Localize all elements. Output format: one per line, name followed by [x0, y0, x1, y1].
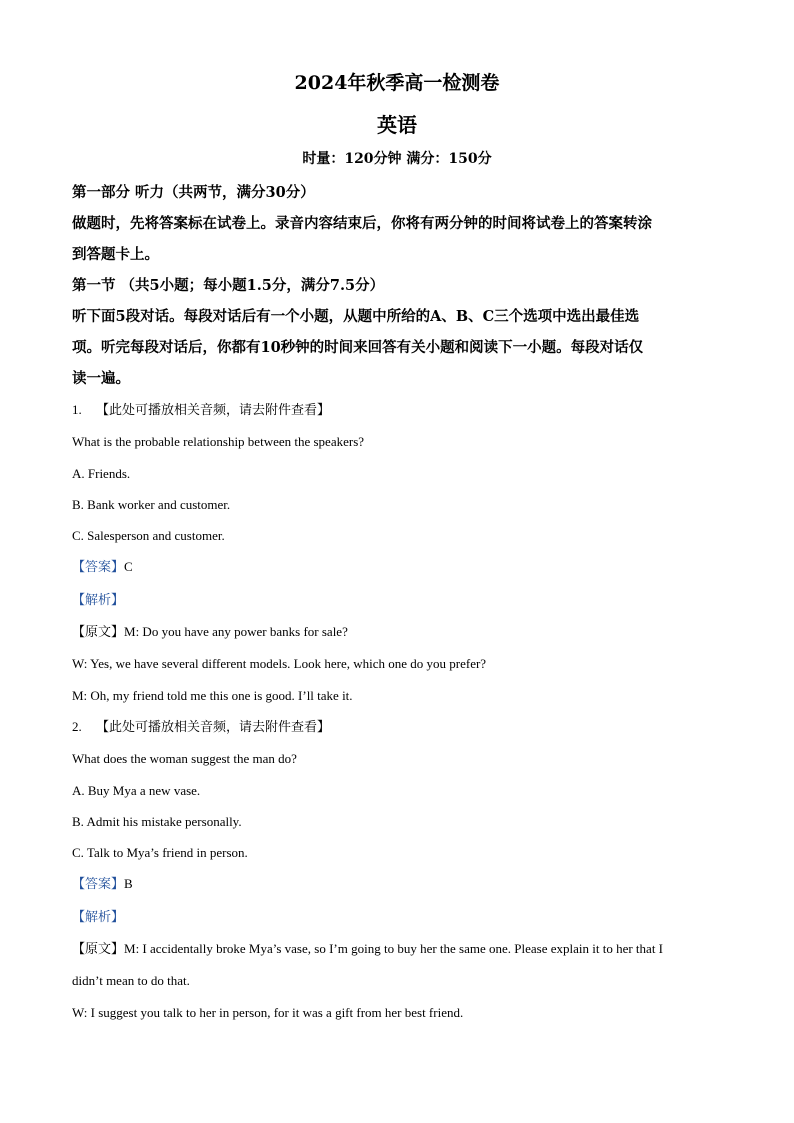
answer-tag: 【答案】 [72, 877, 125, 893]
question-1-transcript-line1 [72, 616, 722, 648]
section1-instruction-line1: 听下面5段对话。每段对话后有一个小题，从题中所给的A、B、C三个选项中选出最佳选 [72, 308, 640, 325]
question-1-header [72, 394, 722, 426]
section1-instruction-line2: 项。听完每段对话后，你都有10秒钟的时间来回答有关小题和阅读下一小题。每段对话仅 [72, 339, 644, 356]
question-number: 2. [72, 718, 82, 734]
exam-time-info: 时量：120分钟 满分：150分 [302, 151, 492, 167]
section1-heading: 第一节 （共5小题；每小题1.5分，满分7.5分） [72, 277, 385, 294]
exam-title: 2024年秋季高一检测卷 [294, 72, 500, 94]
question-2-transcript-line1 [72, 933, 722, 965]
transcript-tag: 【原文】 [72, 625, 125, 641]
analysis-tag: 【解析】 [72, 909, 125, 925]
question-2-transcript-line2: didn’t mean to do that. [72, 973, 190, 989]
audio-note[interactable]: 【此处可播放相关音频，请去附件查看】 [96, 403, 331, 418]
question-2-analysis [72, 901, 722, 933]
transcript-tag: 【原文】 [72, 942, 125, 958]
question-1-option-a: A. Friends. [72, 465, 131, 481]
question-2-text: What does the woman suggest the man do? [72, 751, 297, 767]
answer-tag: 【答案】 [72, 560, 125, 576]
question-number: 1. [72, 402, 82, 417]
question-2-transcript-line3: W: I suggest you talk to her in person, for it was a gift from her best friend. [72, 1004, 464, 1020]
part1-instruction-line1: 做题时，先将答案标在试卷上。录音内容结束后，你将有两分钟的时间将试卷上的答案转涂 [72, 215, 652, 232]
exam-content [72, 177, 722, 1028]
part1-instruction-line2: 到答题卡上。 [72, 246, 159, 263]
question-2-option-b: B. Admit his mistake personally. [72, 813, 242, 829]
answer-value: C [124, 559, 133, 575]
question-1-analysis [72, 584, 722, 616]
part1-heading: 第一部分 听力（共两节，满分30分） [72, 184, 315, 201]
answer-value: B [124, 876, 133, 892]
transcript-text: M: I accidentally broke Mya’s vase, so I’m going to buy her the same one. Please explain it to her that I [124, 941, 664, 957]
question-2-answer [72, 868, 722, 900]
question-1-transcript-line3: M: Oh, my friend told me this one is good. I’ll take it. [72, 687, 353, 703]
section1-instruction-line3: 读一遍。 [72, 370, 130, 387]
audio-note[interactable]: 【此处可播放相关音频，请去附件查看】 [96, 719, 331, 735]
question-1-transcript-line2: W: Yes, we have several different models. Look here, which one do you prefer? [72, 656, 487, 672]
question-1-option-b: B. Bank worker and customer. [72, 496, 231, 512]
transcript-text: M: Do you have any power banks for sale? [124, 624, 348, 640]
question-2-option-c: C. Talk to Mya’s friend in person. [72, 845, 248, 861]
question-1-answer [72, 551, 722, 583]
question-2-header [72, 711, 722, 743]
exam-subject: 英语 [377, 113, 417, 137]
analysis-tag: 【解析】 [72, 592, 125, 608]
question-1-option-c: C. Salesperson and customer. [72, 528, 225, 544]
question-2-option-a: A. Buy Mya a new vase. [72, 782, 201, 798]
question-1-text: What is the probable relationship between the speakers? [72, 434, 365, 450]
